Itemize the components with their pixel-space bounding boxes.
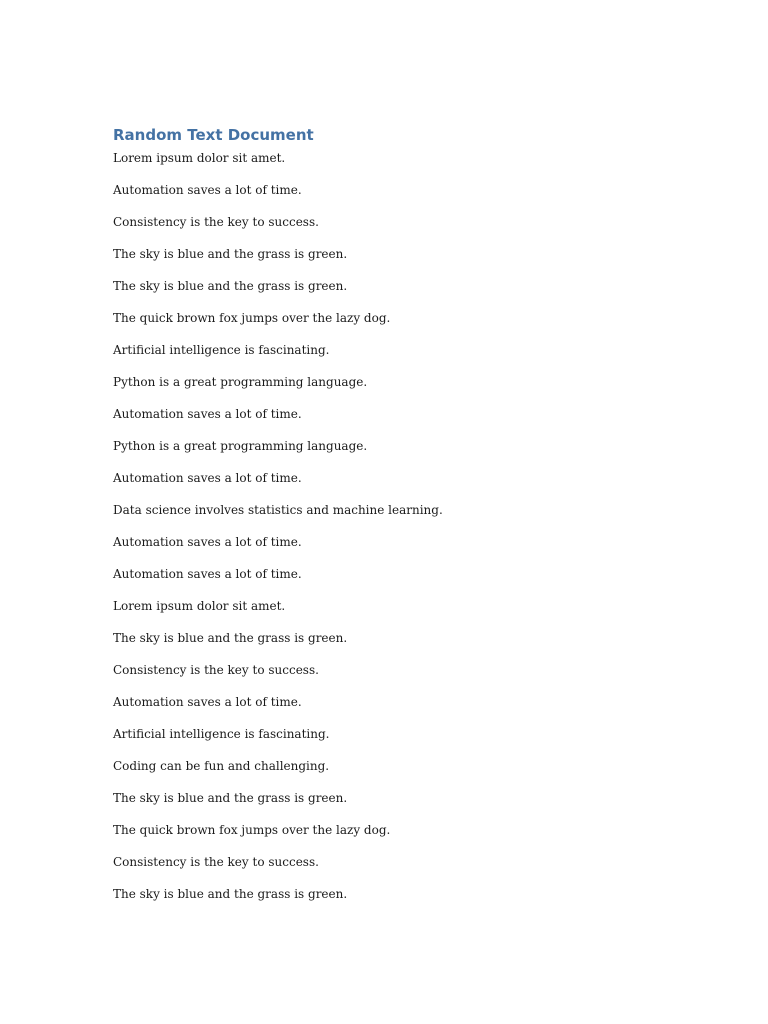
document-body bbox=[113, 147, 713, 915]
paragraph: Artificial intelligence is fascinating. bbox=[113, 343, 330, 357]
paragraph: Lorem ipsum dolor sit amet. bbox=[113, 151, 286, 165]
paragraph: Automation saves a lot of time. bbox=[113, 695, 302, 709]
paragraph: Automation saves a lot of time. bbox=[113, 535, 302, 549]
paragraph: The sky is blue and the grass is green. bbox=[113, 887, 348, 901]
paragraph: Consistency is the key to success. bbox=[113, 855, 319, 869]
paragraph: Artificial intelligence is fascinating. bbox=[113, 727, 330, 741]
paragraph: Automation saves a lot of time. bbox=[113, 567, 302, 581]
paragraph: Consistency is the key to success. bbox=[113, 663, 319, 677]
paragraph: Automation saves a lot of time. bbox=[113, 471, 302, 485]
paragraph: Python is a great programming language. bbox=[113, 375, 368, 389]
paragraph: The sky is blue and the grass is green. bbox=[113, 279, 348, 293]
paragraph: Lorem ipsum dolor sit amet. bbox=[113, 599, 286, 613]
paragraph: The sky is blue and the grass is green. bbox=[113, 791, 348, 805]
paragraph: Data science involves statistics and machine learning. bbox=[113, 503, 443, 517]
paragraph: Consistency is the key to success. bbox=[113, 215, 319, 229]
paragraph: Python is a great programming language. bbox=[113, 439, 368, 453]
paragraph: Automation saves a lot of time. bbox=[113, 183, 302, 197]
paragraph: The quick brown fox jumps over the lazy dog. bbox=[113, 311, 391, 325]
paragraph: Automation saves a lot of time. bbox=[113, 407, 302, 421]
paragraph: Coding can be fun and challenging. bbox=[113, 759, 330, 773]
document-title: Random Text Document bbox=[113, 126, 314, 144]
paragraph: The sky is blue and the grass is green. bbox=[113, 631, 348, 645]
paragraph: The quick brown fox jumps over the lazy dog. bbox=[113, 823, 391, 837]
paragraph: The sky is blue and the grass is green. bbox=[113, 247, 348, 261]
